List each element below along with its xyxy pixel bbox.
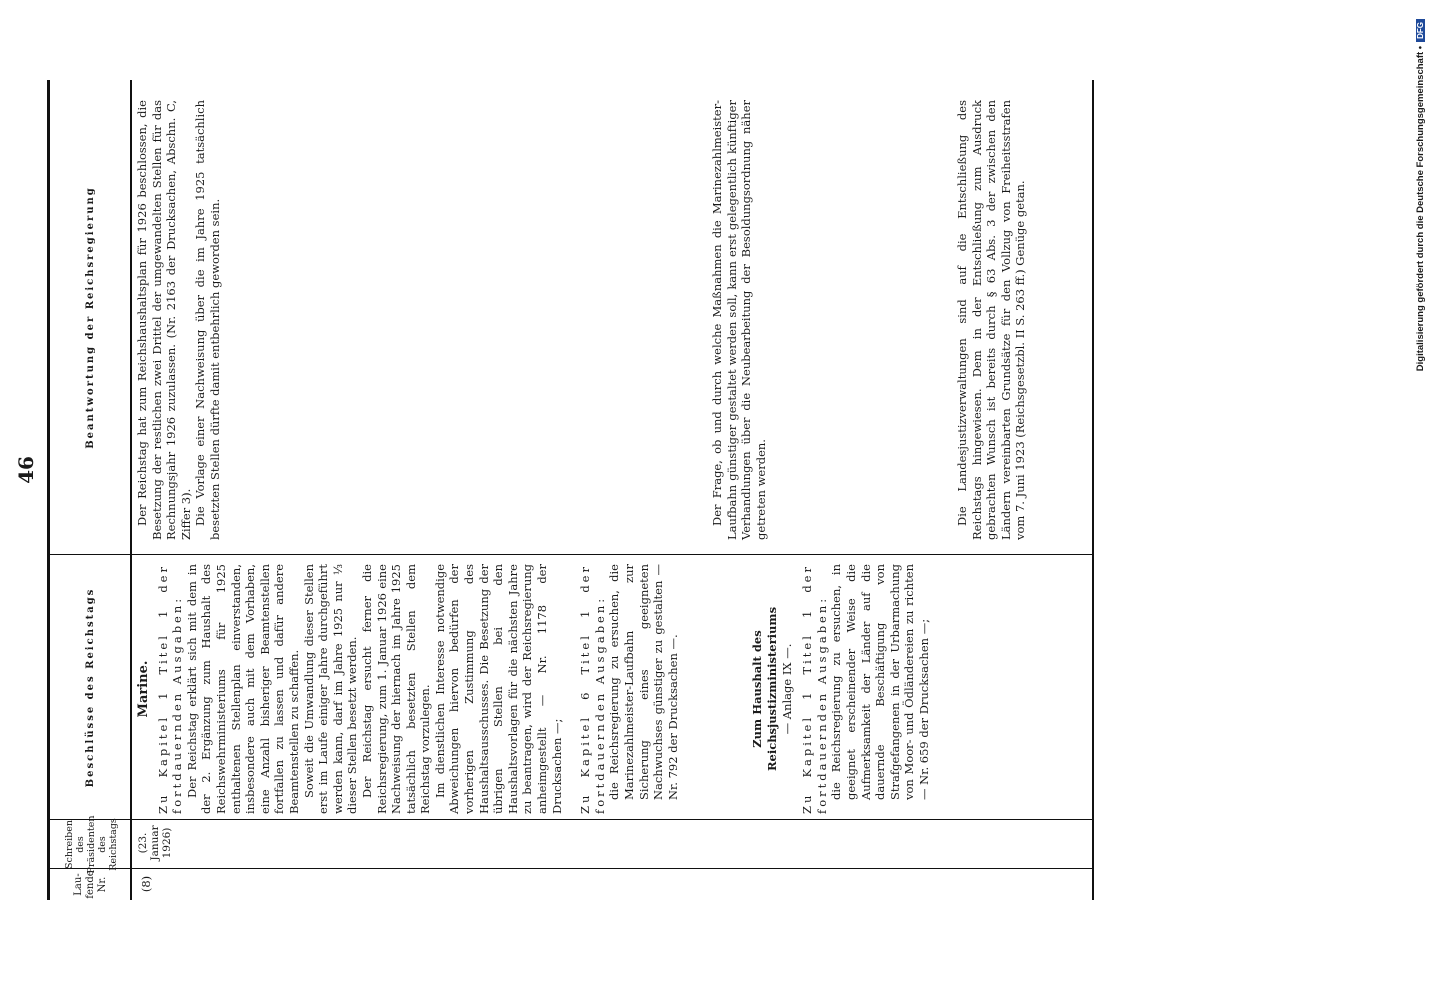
resolution-paragraph: Der Reichstag erklärt sich mit dem in der 2. Ergänzung zum Haushalt des Reichswehrministeriums für 1925 enthaltenen Stellenplan einverstanden, insbesondere auch mit dem Vorhaben, eine Anzahl bisheriger Beamtenstellen fortfallen zu lassen und dafür andere Beamtenstellen zu schaffen. bbox=[184, 564, 301, 814]
chapter-heading: Zu Kapitel 1 Titel 1 der fortdauernden Ausgaben: bbox=[155, 564, 185, 814]
credit-text-wrapper bbox=[1415, 19, 1429, 779]
dfg-logo: DFG bbox=[1416, 19, 1425, 42]
table-header-rule bbox=[130, 80, 132, 900]
header-president-letter: Schreiben des Präsidenten des Reichstags bbox=[63, 815, 119, 874]
credit-text: Digitalisierung gefördert durch die Deutsche Forschungsgemeinschaft • bbox=[1415, 45, 1426, 372]
resolution-paragraph: die Reichsregierung zu ersuchen, in geeignet erscheinender Weise die Aufmerksamkeit der Länder auf die dauernde Beschäftigung von Strafgefangenen in der Urbarmachung von Moor- und Ödländereien zu richten — Nr. 659 der Drucksachen —; bbox=[829, 564, 931, 800]
header-government-answer: Beantwortung der Reichsregierung bbox=[85, 186, 96, 449]
header-running-number: Lau- fende Nr. bbox=[73, 870, 108, 899]
resolution-paragraph: Der Reichstag ersucht ferner die Reichsregierung, zum 1. Januar 1926 eine Nachweisung der hiernach im Jahre 1925 tatsächlich besetzten Stellen dem Reichstag vorzulegen. bbox=[359, 564, 433, 814]
answer-block-3 bbox=[955, 100, 1028, 540]
entry-number: (8) bbox=[139, 875, 153, 893]
section-title-marine: Marine. bbox=[136, 660, 151, 718]
chapter-heading: Zu Kapitel 1 Titel 1 der fortdauernden Ausgaben: bbox=[800, 564, 829, 814]
table-bottom-rule bbox=[1092, 80, 1094, 900]
resolutions-column bbox=[135, 564, 932, 814]
column-divider-3 bbox=[47, 554, 1094, 555]
annex-label: — Anlage IX —. bbox=[779, 643, 794, 735]
header-resolutions: Beschlüsse des Reichstags bbox=[85, 587, 96, 788]
answer-block-1 bbox=[135, 100, 223, 540]
rotated-document-page bbox=[0, 100, 1127, 900]
entry-date: (23. Januar 1926) bbox=[137, 825, 173, 861]
digitization-credit bbox=[1414, 20, 1428, 780]
resolution-paragraph: Im dienstlichen Interesse notwendige Abweichungen hiervon bedürfen der vorherigen Zustimmung des Haushaltsausschusses. Die Besetzung der übrigen Stellen bei den Haushaltsvorlagen für die nächsten Jahre zu beantragen, wird der Reichsregierung anheimgestellt — Nr. 1178 der Drucksachen —; bbox=[432, 564, 564, 814]
answer-paragraph: Die Vorlage einer Nachweisung über die im Jahre 1925 tatsächlich besetzten Stellen dürfte damit entbehrlich geworden sein. bbox=[193, 100, 222, 540]
resolution-paragraph: Soweit die Umwandlung dieser Stellen erst im Laufe einiger Jahre durchgeführt werden kann, darf im Jahre 1925 nur ⅓ dieser Stellen besetzt werden. bbox=[301, 564, 360, 814]
chapter-heading: Zu Kapitel 6 Titel 1 der fortdauernden Ausgaben: bbox=[578, 564, 607, 814]
column-divider-1 bbox=[47, 868, 1094, 869]
answer-paragraph: Der Frage, ob und durch welche Maßnahmen die Marinezahlmeister-Laufbahn günstiger gestaltet werden soll, kann erst gelegentlich künftiger Verhandlungen über die Neubearbeitung der Besoldungsordnung näher getreten werden. bbox=[710, 100, 768, 540]
section-title-justice: Zum Haushalt des Reichsjustizministeriums bbox=[750, 606, 779, 772]
resolution-paragraph: die Reichsregierung zu ersuchen, die Marinezahlmeister-Laufbahn zur Sicherung eines geeigneten Nachwuchses günstiger zu gestalten — Nr. 792 der Drucksachen —. bbox=[607, 564, 680, 800]
answer-block-2 bbox=[710, 100, 768, 540]
table-top-rule bbox=[47, 80, 50, 900]
column-divider-2 bbox=[47, 819, 1094, 820]
page-number: 46 bbox=[14, 456, 38, 484]
answer-paragraph: Der Reichstag hat zum Reichshaushaltsplan für 1926 beschlossen, die Besetzung der restlichen zwei Drittel der umgewandelten Stellen für das Rechnungsjahr 1926 zuzulassen. (Nr. 2163 der Drucksachen, Abschn. C, Ziffer 3). bbox=[135, 100, 193, 540]
answer-paragraph: Die Landesjustizverwaltungen sind auf die Entschließung des Reichstags hingewiesen. Dem in der Entschließung zum Ausdruck gebrachten Wunsch ist bereits durch § 63 Abs. 3 der zwischen den Ländern vereinbarten Grundsätze für den Vollzug von Freiheitsstrafen vom 7. Juni 1923 (Reichsgesetzbl. II S. 263 ff.) Genüge getan. bbox=[955, 100, 1028, 540]
